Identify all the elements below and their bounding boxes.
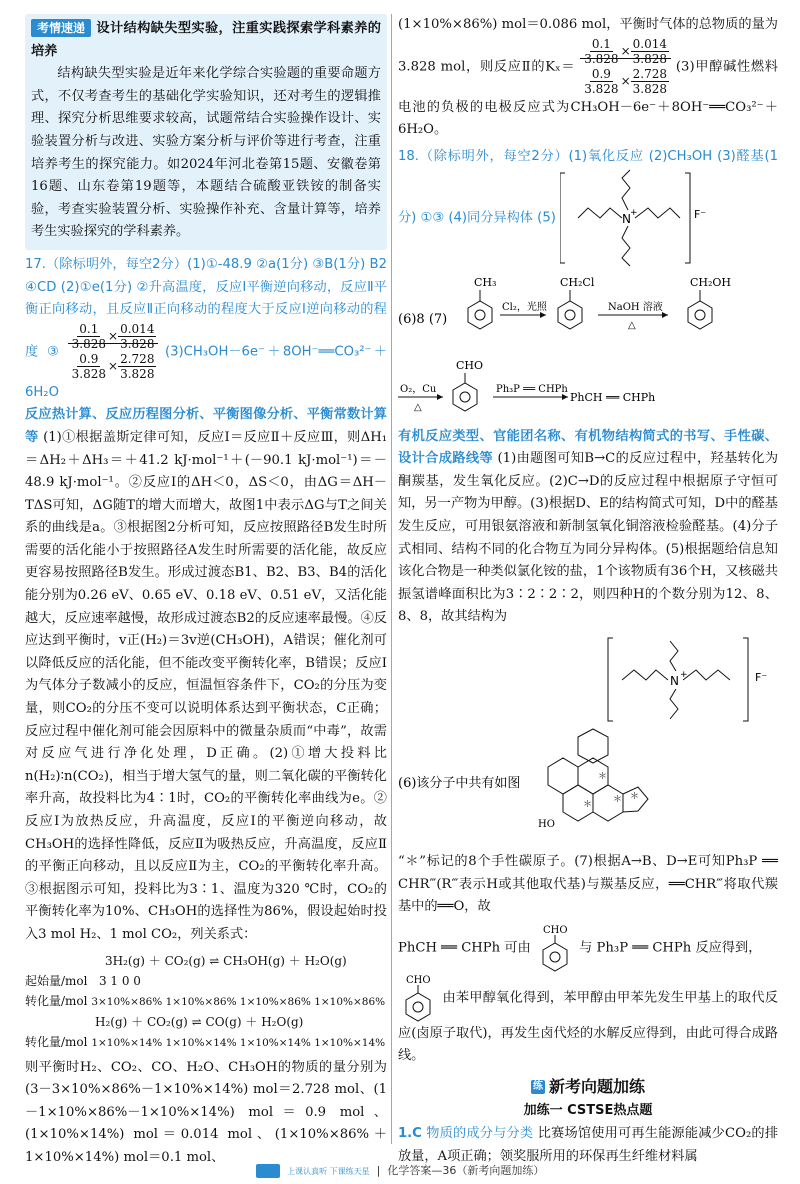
svg-text:△: △	[628, 320, 636, 332]
svg-text:CHO: CHO	[456, 358, 484, 372]
q17-points: 反应热计算、反应历程图分析、平衡图像分析、平衡常数计算等	[25, 407, 387, 445]
svg-text:CH₂OH: CH₂OH	[690, 276, 732, 290]
left-column	[25, 14, 387, 1170]
right-column	[398, 14, 778, 1168]
publisher-logo	[256, 1164, 280, 1178]
svg-text:CH₃: CH₃	[474, 276, 497, 290]
chiral-molecule-structure	[398, 727, 778, 847]
q1-point: 物质的成分与分类	[426, 1126, 534, 1142]
subsection-title: 加练一 CSTSE热点题	[523, 1103, 653, 1119]
benzaldehyde-structure-2	[398, 973, 438, 1023]
publisher-slogan: 上课认真听 下课练天星	[287, 1167, 370, 1176]
svg-text:＊: ＊	[630, 791, 640, 802]
page-number: 化学答案—36（新考向题加练）	[387, 1164, 545, 1177]
kx-part3: (3)甲醇碱性燃料电池的负极的电极反应式为CH₃OH－6e⁻＋8OH⁻══CO₃²⁻＋6H₂O。	[398, 59, 778, 138]
equilibrium-table: 3H₂(g) ＋ CO₂(g) ⇌ CH₃OH(g) ＋ H₂O(g) 起始量/mol 3 1 0 0 转化量/mol 3×10%×86% 1×10%×86% 1×10%×86% 1×10%×86% H₂(g) ＋ CO₂(g) ⇌ CO(g) ＋ H₂O(g) 转化量/mol 1×10%×14% 1×10%×14% 1×10%×14% 1×10%×14%	[25, 953, 386, 1049]
practice-icon: 练	[532, 1081, 543, 1093]
svg-text:△: △	[414, 401, 422, 413]
q18-explain-2: “＊”标记的8个手性碳原子。(7)根据A→B、D→E可知Ph₃P ══ CHR‴(R‴表示H或其他取代基)与羰基反应，══CHR‴将取代羰基中的══O，故	[398, 853, 778, 915]
svg-text:+: +	[630, 208, 638, 219]
synthesis-route	[398, 268, 778, 425]
svg-text:NaOH 溶液: NaOH 溶液	[608, 302, 663, 314]
q18-7b: 与 Ph₃P ══ CHPh 反应得到，	[579, 940, 762, 956]
q1-answer: 1.C	[398, 1126, 422, 1142]
q18-explain-1: (1)由题图可知B→C的反应过程中，羟基转化为酮羰基，发生氧化反应。(2)C→D的反应过程中根据原子守恒可知，另一产物为甲醇。(3)根据D、E的结构简式可知，D中的醛基发生反应，可用银氨溶液和新制氢氧化铜溶液检验醛基。(4)分子式相同、结构不同的化合物互为同分异构体。(5)根据题给信息知该化合物是一种类似氯化铵的盐，1个该物质有36个H，又核磁共振氢谱峰面积比为3∶2∶2∶2，则四种H的个数分别为12、8、8、8，故其结构为	[398, 451, 778, 625]
kx-intro: (1×10%×86%) mol＝0.086 mol，平衡时气体的总物质的量为3.828 mol，则反应Ⅱ的Kₓ＝	[398, 17, 778, 75]
svg-text:PhCH ══ CHPh: PhCH ══ CHPh	[570, 390, 656, 404]
q1-text: 比赛场馆使用可再生能源能减少CO₂的排放量，A项正确；领奖服所用的环保再生纤维材料属	[398, 1126, 779, 1164]
svg-text:(6)该分子中共有如图: (6)该分子中共有如图	[398, 775, 521, 791]
svg-text:N: N	[670, 673, 679, 688]
q18-7a: PhCH ══ CHPh 可由	[398, 940, 531, 956]
svg-text:F⁻: F⁻	[694, 208, 707, 222]
svg-text:HO: HO	[538, 818, 555, 830]
q18-points: 有机反应类型、官能团名称、有机物结构简式的书写、手性碳、设计合成路线等	[398, 428, 778, 467]
section-title: 练 新考向题加练	[532, 1076, 645, 1096]
column-divider	[391, 14, 392, 1144]
svg-text:F⁻: F⁻	[755, 670, 768, 684]
exam-info-title: 设计结构缺失型实验，注重实践探索学科素养的培养	[31, 21, 381, 59]
svg-text:＊: ＊	[583, 799, 593, 810]
svg-text:＊: ＊	[613, 794, 623, 805]
svg-text:CHO: CHO	[542, 924, 568, 936]
exam-info-body: 结构缺失型实验是近年来化学综合实验题的重要命题方式，不仅考查考生的基础化学实验知识，还对考生的逻辑推理、探究分析思维要求较高，试题常结合实验操作设计、实验装置分析与改进、实验方案分析与评价等进行考查，注重培养考生的探究能力。如2024年河北卷第15题、安徽卷第16题、山东卷第19题等，本题结合硫酸亚铁铵的制备实验，考查实验装置分析、实验操作补充、含量计算等，培养考生实验探究的学科素养。	[31, 66, 381, 240]
benzaldehyde-structure-1	[535, 923, 575, 973]
ammonium-structure-1	[560, 168, 710, 268]
q17-part3: (3)CH₃OH－6e⁻＋8OH⁻══CO₃²⁻＋6H₂O	[25, 344, 387, 400]
svg-text:CH₂Cl: CH₂Cl	[560, 276, 595, 290]
ammonium-structure-2	[398, 633, 778, 723]
svg-text:(6)8 (7): (6)8 (7)	[398, 312, 448, 328]
svg-text:CHO: CHO	[406, 974, 431, 986]
page-footer: 上课认真听 下课练天星 | 化学答案—36（新考向题加练）	[0, 1160, 800, 1184]
exam-info-tag: 考情速递	[31, 19, 91, 37]
svg-text:N: N	[622, 212, 632, 227]
svg-text:O₂，Cu: O₂，Cu	[400, 383, 437, 395]
exam-info-box	[25, 14, 387, 250]
svg-text:Ph₃P ══ CHPh: Ph₃P ══ CHPh	[496, 383, 568, 395]
q18-7c: 由苯甲醇氧化得到，苯甲醇由甲苯先发生甲基上的取代反应(卤原子取代)，再发生卤代烃的水解反应得到，由此可得合成路线。	[398, 990, 778, 1064]
svg-text:＊: ＊	[598, 771, 608, 782]
q17-kx-fraction: $\frac{0.1}{3.828}\times\frac{0.014}{3.828}$ $\frac{0.9}{3.828}\times\frac{2.728}{3.828}$	[68, 322, 159, 382]
q17-explain-2: 则平衡时H₂、CO₂、CO、H₂O、CH₃OH的物质的量分别为(3－3×10%×86%－1×10%×14%) mol＝2.728 mol、(1－1×10%×86%－1×10%×14%) mol＝0.9 mol、(1×10%×14%) mol＝0.014 mol、(1×10%×86%＋1×10%×14%) mol＝0.1 mol、	[25, 1059, 387, 1165]
synthesis-route-line2	[398, 357, 778, 417]
q17-answer: 17.（除标明外，每空2分）(1)①-48.9 ②a(1分) ③B(1分) B2 ④CD (2)①e(1分) ②升高温度，反应Ⅰ平衡逆向移动，反应Ⅱ平衡正向移动，且反应Ⅱ正向移动的程度大于反应Ⅰ逆向移动的程度 ③	[25, 256, 387, 360]
kx-fraction: $\frac{0.1}{3.828}\times\frac{0.014}{3.828}$ $\frac{0.9}{3.828}\times\frac{2.728}{3.828}$	[580, 37, 671, 97]
q18-head: 18.（除标明外，每空2分）(1)氧化反应 (2)CH₃OH (3)醛基(1分) ①③ (4)同分异构体 (5)	[398, 148, 778, 226]
q17-explain-1: (1)①根据盖斯定律可知，反应Ⅰ＝反应Ⅱ＋反应Ⅲ，则ΔH₁＝ΔH₂＋ΔH₃＝＋41.2 kJ·mol⁻¹＋(－90.1 kJ·mol⁻¹)＝－48.9 kJ·mol⁻¹。②反应Ⅰ的ΔH＜0，ΔS＜0，由ΔG＝ΔH－TΔS可知，ΔG随T的增大而增大，故图1中表示ΔG与T之间关系的曲线是a。③根据图2分析可知，反应按照路径B发生时所需要的活化能小于按照路径A发生时所需要的活化能，故反应更容易按照路径B发生。形成过渡态B1、B2、B3、B4的活化能分别为0.26 eV、0.65 eV、0.18 eV、0.51 eV，又活化能越大，反应速率越慢，故形成过渡态B2的反应速率最慢。④反应达到平衡时，v正(H₂)＝3v逆(CH₃OH)，A错误；催化剂可以降低反应的活化能，但不能改变平衡转化率，B错误；反应Ⅰ为气体分子数减小的反应，恒温恒容条件下，CO₂的分压为变量，则CO₂的分压不变可以说明体系达到平衡状态，C正确；反应过程中催化剂可能会因原料中的微量杂质而“中毒”，故需对反应气进行净化处理，D正确。(2)①增大投料比n(H₂)∶n(CO₂)，相当于增大氢气的量，则二氧化碳的平衡转化率升高，故投料比为4∶1时，CO₂的平衡转化率曲线为e。②反应Ⅰ为放热反应，升高温度，反应Ⅰ的平衡逆向移动，故CH₃OH的选择性降低，反应Ⅱ为吸热反应，升高温度，反应Ⅱ的平衡正向移动，且以反应Ⅱ为主，CO₂的平衡转化率升高。③根据图示可知，投料比为3∶1、温度为320 ℃时，CO₂的平衡转化率为10%、CH₃OH的选择性为86%，假设起始时投入3 mol H₂、1 mol CO₂，列关系式：	[25, 429, 388, 942]
svg-text:+: +	[680, 669, 688, 680]
svg-text:Cl₂，光照: Cl₂，光照	[502, 302, 547, 314]
synthesis-route-line1	[398, 268, 778, 348]
